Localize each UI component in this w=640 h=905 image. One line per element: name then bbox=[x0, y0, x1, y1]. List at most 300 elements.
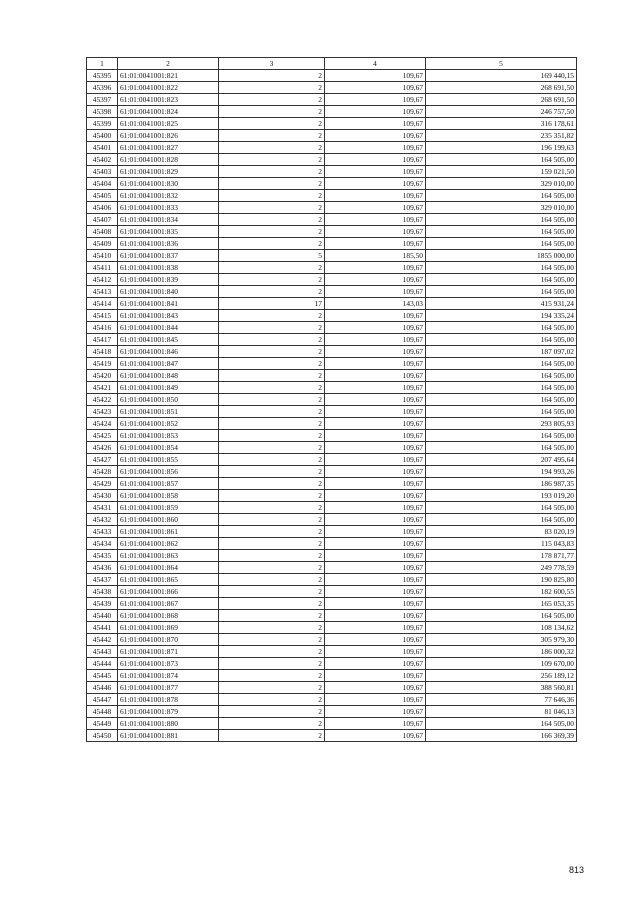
table-row bbox=[87, 706, 577, 718]
cadastral-number-cell: 61:01:0041001:829 bbox=[118, 166, 219, 178]
area-value-cell: 109,67 bbox=[325, 478, 426, 490]
row-number-cell: 45399 bbox=[87, 118, 118, 130]
area-value-cell: 109,67 bbox=[325, 550, 426, 562]
cadastral-value-cell: 164 505,00 bbox=[426, 226, 577, 238]
cadastral-number-cell: 61:01:0041001:838 bbox=[118, 262, 219, 274]
area-value-cell: 109,67 bbox=[325, 718, 426, 730]
cadastral-number-cell: 61:01:0041001:824 bbox=[118, 106, 219, 118]
row-number-cell: 45446 bbox=[87, 682, 118, 694]
rooms-count-cell: 2 bbox=[219, 622, 325, 634]
table-row bbox=[87, 382, 577, 394]
row-number-cell: 45416 bbox=[87, 322, 118, 334]
cadastral-value-cell: 194 993,26 bbox=[426, 466, 577, 478]
cadastral-number-cell: 61:01:0041001:874 bbox=[118, 670, 219, 682]
row-number-cell: 45406 bbox=[87, 202, 118, 214]
area-value-cell: 109,67 bbox=[325, 286, 426, 298]
area-value-cell: 109,67 bbox=[325, 658, 426, 670]
table-row bbox=[87, 598, 577, 610]
row-number-cell: 45402 bbox=[87, 154, 118, 166]
cadastral-value-cell: 164 505,00 bbox=[426, 286, 577, 298]
area-value-cell: 109,67 bbox=[325, 394, 426, 406]
area-value-cell: 109,67 bbox=[325, 454, 426, 466]
cadastral-number-cell: 61:01:0041001:855 bbox=[118, 454, 219, 466]
cadastral-value-cell: 193 019,20 bbox=[426, 490, 577, 502]
table-row bbox=[87, 94, 577, 106]
cadastral-value-cell: 235 351,82 bbox=[426, 130, 577, 142]
area-value-cell: 109,67 bbox=[325, 190, 426, 202]
rooms-count-cell: 2 bbox=[219, 670, 325, 682]
table-row bbox=[87, 166, 577, 178]
area-value-cell: 109,67 bbox=[325, 274, 426, 286]
column-header-4: 4 bbox=[325, 58, 426, 70]
rooms-count-cell: 2 bbox=[219, 730, 325, 742]
table-row bbox=[87, 502, 577, 514]
cadastral-value-cell: 196 199,63 bbox=[426, 142, 577, 154]
row-number-cell: 45407 bbox=[87, 214, 118, 226]
rooms-count-cell: 2 bbox=[219, 334, 325, 346]
table-row bbox=[87, 574, 577, 586]
area-value-cell: 109,67 bbox=[325, 526, 426, 538]
rooms-count-cell: 2 bbox=[219, 214, 325, 226]
area-value-cell: 109,67 bbox=[325, 226, 426, 238]
cadastral-value-cell: 164 505,00 bbox=[426, 238, 577, 250]
rooms-count-cell: 2 bbox=[219, 310, 325, 322]
rooms-count-cell: 2 bbox=[219, 550, 325, 562]
cadastral-number-cell: 61:01:0041001:870 bbox=[118, 634, 219, 646]
row-number-cell: 45436 bbox=[87, 562, 118, 574]
area-value-cell: 109,67 bbox=[325, 586, 426, 598]
area-value-cell: 109,67 bbox=[325, 154, 426, 166]
cadastral-value-cell: 164 505,00 bbox=[426, 358, 577, 370]
rooms-count-cell: 2 bbox=[219, 658, 325, 670]
row-number-cell: 45418 bbox=[87, 346, 118, 358]
cadastral-value-cell: 186 987,35 bbox=[426, 478, 577, 490]
cadastral-value-cell: 164 505,00 bbox=[426, 262, 577, 274]
table-row bbox=[87, 430, 577, 442]
row-number-cell: 45429 bbox=[87, 478, 118, 490]
column-header-1: 1 bbox=[87, 58, 118, 70]
table-row bbox=[87, 730, 577, 742]
table-row bbox=[87, 418, 577, 430]
cadastral-number-cell: 61:01:0041001:843 bbox=[118, 310, 219, 322]
row-number-cell: 45443 bbox=[87, 646, 118, 658]
rooms-count-cell: 2 bbox=[219, 166, 325, 178]
rooms-count-cell: 2 bbox=[219, 634, 325, 646]
cadastral-number-cell: 61:01:0041001:828 bbox=[118, 154, 219, 166]
row-number-cell: 45410 bbox=[87, 250, 118, 262]
table-row bbox=[87, 226, 577, 238]
rooms-count-cell: 2 bbox=[219, 130, 325, 142]
cadastral-value-cell: 190 825,80 bbox=[426, 574, 577, 586]
table-row bbox=[87, 346, 577, 358]
area-value-cell: 109,67 bbox=[325, 382, 426, 394]
cadastral-number-cell: 61:01:0041001:877 bbox=[118, 682, 219, 694]
column-header-5: 5 bbox=[426, 58, 577, 70]
cadastral-number-cell: 61:01:0041001:857 bbox=[118, 478, 219, 490]
row-number-cell: 45432 bbox=[87, 514, 118, 526]
table-row bbox=[87, 670, 577, 682]
rooms-count-cell: 2 bbox=[219, 406, 325, 418]
cadastral-number-cell: 61:01:0041001:854 bbox=[118, 442, 219, 454]
cadastral-value-cell: 305 979,30 bbox=[426, 634, 577, 646]
cadastral-number-cell: 61:01:0041001:861 bbox=[118, 526, 219, 538]
table-row bbox=[87, 562, 577, 574]
table-row bbox=[87, 514, 577, 526]
cadastral-value-cell: 246 757,50 bbox=[426, 106, 577, 118]
cadastral-value-cell: 388 560,81 bbox=[426, 682, 577, 694]
rooms-count-cell: 2 bbox=[219, 274, 325, 286]
rooms-count-cell: 2 bbox=[219, 142, 325, 154]
rooms-count-cell: 2 bbox=[219, 502, 325, 514]
row-number-cell: 45450 bbox=[87, 730, 118, 742]
area-value-cell: 109,67 bbox=[325, 262, 426, 274]
row-number-cell: 45448 bbox=[87, 706, 118, 718]
row-number-cell: 45431 bbox=[87, 502, 118, 514]
rooms-count-cell: 2 bbox=[219, 94, 325, 106]
cadastral-value-cell: 1855 000,00 bbox=[426, 250, 577, 262]
rooms-count-cell: 2 bbox=[219, 718, 325, 730]
table-row bbox=[87, 286, 577, 298]
cadastral-number-cell: 61:01:0041001:860 bbox=[118, 514, 219, 526]
row-number-cell: 45408 bbox=[87, 226, 118, 238]
cadastral-number-cell: 61:01:0041001:880 bbox=[118, 718, 219, 730]
table-row bbox=[87, 190, 577, 202]
table-row bbox=[87, 538, 577, 550]
table-row bbox=[87, 466, 577, 478]
area-value-cell: 109,67 bbox=[325, 178, 426, 190]
cadastral-number-cell: 61:01:0041001:868 bbox=[118, 610, 219, 622]
cadastral-number-cell: 61:01:0041001:863 bbox=[118, 550, 219, 562]
table-row bbox=[87, 274, 577, 286]
cadastral-number-cell: 61:01:0041001:837 bbox=[118, 250, 219, 262]
table-row bbox=[87, 250, 577, 262]
column-header-2: 2 bbox=[118, 58, 219, 70]
cadastral-value-cell: 164 505,00 bbox=[426, 322, 577, 334]
cadastral-value-cell: 415 931,24 bbox=[426, 298, 577, 310]
row-number-cell: 45411 bbox=[87, 262, 118, 274]
table-row bbox=[87, 646, 577, 658]
area-value-cell: 109,67 bbox=[325, 430, 426, 442]
row-number-cell: 45421 bbox=[87, 382, 118, 394]
area-value-cell: 109,67 bbox=[325, 442, 426, 454]
cadastral-number-cell: 61:01:0041001:821 bbox=[118, 70, 219, 82]
rooms-count-cell: 2 bbox=[219, 538, 325, 550]
cadastral-value-cell: 182 600,55 bbox=[426, 586, 577, 598]
table-row bbox=[87, 550, 577, 562]
area-value-cell: 109,67 bbox=[325, 490, 426, 502]
table-row bbox=[87, 634, 577, 646]
table-row bbox=[87, 70, 577, 82]
row-number-cell: 45445 bbox=[87, 670, 118, 682]
cadastral-number-cell: 61:01:0041001:834 bbox=[118, 214, 219, 226]
area-value-cell: 109,67 bbox=[325, 238, 426, 250]
row-number-cell: 45405 bbox=[87, 190, 118, 202]
rooms-count-cell: 2 bbox=[219, 526, 325, 538]
cadastral-number-cell: 61:01:0041001:853 bbox=[118, 430, 219, 442]
cadastral-value-cell: 268 691,50 bbox=[426, 82, 577, 94]
cadastral-number-cell: 61:01:0041001:830 bbox=[118, 178, 219, 190]
area-value-cell: 109,67 bbox=[325, 106, 426, 118]
area-value-cell: 109,67 bbox=[325, 202, 426, 214]
row-number-cell: 45438 bbox=[87, 586, 118, 598]
row-number-cell: 45428 bbox=[87, 466, 118, 478]
row-number-cell: 45420 bbox=[87, 370, 118, 382]
row-number-cell: 45419 bbox=[87, 358, 118, 370]
table-row bbox=[87, 358, 577, 370]
table-row bbox=[87, 82, 577, 94]
cadastral-value-cell: 164 505,00 bbox=[426, 190, 577, 202]
row-number-cell: 45417 bbox=[87, 334, 118, 346]
cadastral-number-cell: 61:01:0041001:858 bbox=[118, 490, 219, 502]
table-row bbox=[87, 214, 577, 226]
row-number-cell: 45433 bbox=[87, 526, 118, 538]
rooms-count-cell: 2 bbox=[219, 202, 325, 214]
table-row bbox=[87, 178, 577, 190]
cadastral-value-cell: 186 000,32 bbox=[426, 646, 577, 658]
cadastral-number-cell: 61:01:0041001:881 bbox=[118, 730, 219, 742]
rooms-count-cell: 2 bbox=[219, 370, 325, 382]
area-value-cell: 109,67 bbox=[325, 610, 426, 622]
area-value-cell: 109,67 bbox=[325, 94, 426, 106]
area-value-cell: 109,67 bbox=[325, 418, 426, 430]
cadastral-number-cell: 61:01:0041001:839 bbox=[118, 274, 219, 286]
cadastral-number-cell: 61:01:0041001:851 bbox=[118, 406, 219, 418]
row-number-cell: 45425 bbox=[87, 430, 118, 442]
cadastral-value-cell: 164 505,00 bbox=[426, 214, 577, 226]
cadastral-number-cell: 61:01:0041001:869 bbox=[118, 622, 219, 634]
area-value-cell: 109,67 bbox=[325, 646, 426, 658]
cadastral-number-cell: 61:01:0041001:844 bbox=[118, 322, 219, 334]
table-row bbox=[87, 718, 577, 730]
rooms-count-cell: 2 bbox=[219, 394, 325, 406]
page-number: 813 bbox=[568, 865, 584, 875]
cadastral-value-cell: 164 505,00 bbox=[426, 154, 577, 166]
cadastral-number-cell: 61:01:0041001:846 bbox=[118, 346, 219, 358]
area-value-cell: 109,67 bbox=[325, 358, 426, 370]
row-number-cell: 45435 bbox=[87, 550, 118, 562]
row-number-cell: 45415 bbox=[87, 310, 118, 322]
table-row bbox=[87, 202, 577, 214]
rooms-count-cell: 2 bbox=[219, 478, 325, 490]
area-value-cell: 109,67 bbox=[325, 730, 426, 742]
rooms-count-cell: 2 bbox=[219, 694, 325, 706]
rooms-count-cell: 2 bbox=[219, 82, 325, 94]
rooms-count-cell: 5 bbox=[219, 250, 325, 262]
cadastral-number-cell: 61:01:0041001:848 bbox=[118, 370, 219, 382]
area-value-cell: 109,67 bbox=[325, 622, 426, 634]
rooms-count-cell: 2 bbox=[219, 70, 325, 82]
row-number-cell: 45424 bbox=[87, 418, 118, 430]
cadastral-number-cell: 61:01:0041001:826 bbox=[118, 130, 219, 142]
cadastral-number-cell: 61:01:0041001:835 bbox=[118, 226, 219, 238]
row-number-cell: 45414 bbox=[87, 298, 118, 310]
area-value-cell: 109,67 bbox=[325, 334, 426, 346]
rooms-count-cell: 2 bbox=[219, 286, 325, 298]
rooms-count-cell: 2 bbox=[219, 562, 325, 574]
rooms-count-cell: 2 bbox=[219, 430, 325, 442]
row-number-cell: 45439 bbox=[87, 598, 118, 610]
row-number-cell: 45434 bbox=[87, 538, 118, 550]
row-number-cell: 45447 bbox=[87, 694, 118, 706]
area-value-cell: 109,67 bbox=[325, 562, 426, 574]
row-number-cell: 45396 bbox=[87, 82, 118, 94]
table-row bbox=[87, 370, 577, 382]
row-number-cell: 45442 bbox=[87, 634, 118, 646]
cadastral-number-cell: 61:01:0041001:849 bbox=[118, 382, 219, 394]
rooms-count-cell: 2 bbox=[219, 586, 325, 598]
table-row bbox=[87, 682, 577, 694]
cadastral-value-cell: 178 871,77 bbox=[426, 550, 577, 562]
cadastral-value-cell: 164 505,00 bbox=[426, 718, 577, 730]
table-row bbox=[87, 442, 577, 454]
table-row bbox=[87, 694, 577, 706]
cadastral-value-cell: 159 021,50 bbox=[426, 166, 577, 178]
cadastral-value-cell: 164 505,00 bbox=[426, 442, 577, 454]
cadastral-number-cell: 61:01:0041001:825 bbox=[118, 118, 219, 130]
cadastral-number-cell: 61:01:0041001:865 bbox=[118, 574, 219, 586]
area-value-cell: 109,67 bbox=[325, 142, 426, 154]
row-number-cell: 45395 bbox=[87, 70, 118, 82]
rooms-count-cell: 2 bbox=[219, 598, 325, 610]
table-row bbox=[87, 394, 577, 406]
cadastral-number-cell: 61:01:0041001:841 bbox=[118, 298, 219, 310]
row-number-cell: 45437 bbox=[87, 574, 118, 586]
area-value-cell: 109,67 bbox=[325, 406, 426, 418]
cadastral-value-cell: 256 189,12 bbox=[426, 670, 577, 682]
table-row bbox=[87, 310, 577, 322]
rooms-count-cell: 2 bbox=[219, 190, 325, 202]
cadastral-number-cell: 61:01:0041001:823 bbox=[118, 94, 219, 106]
cadastral-value-cell: 329 010,00 bbox=[426, 178, 577, 190]
table-row bbox=[87, 262, 577, 274]
table-row bbox=[87, 106, 577, 118]
rooms-count-cell: 2 bbox=[219, 358, 325, 370]
rooms-count-cell: 2 bbox=[219, 490, 325, 502]
cadastral-value-cell: 268 691,50 bbox=[426, 94, 577, 106]
cadastral-value-cell: 164 505,00 bbox=[426, 334, 577, 346]
cadastral-table bbox=[86, 57, 577, 742]
table-row bbox=[87, 406, 577, 418]
table-row bbox=[87, 130, 577, 142]
row-number-cell: 45397 bbox=[87, 94, 118, 106]
cadastral-value-cell: 293 805,93 bbox=[426, 418, 577, 430]
area-value-cell: 109,67 bbox=[325, 574, 426, 586]
area-value-cell: 109,67 bbox=[325, 70, 426, 82]
table-row bbox=[87, 490, 577, 502]
column-header-3: 3 bbox=[219, 58, 325, 70]
rooms-count-cell: 2 bbox=[219, 466, 325, 478]
area-value-cell: 109,67 bbox=[325, 694, 426, 706]
area-value-cell: 109,67 bbox=[325, 682, 426, 694]
rooms-count-cell: 2 bbox=[219, 514, 325, 526]
row-number-cell: 45412 bbox=[87, 274, 118, 286]
row-number-cell: 45426 bbox=[87, 442, 118, 454]
rooms-count-cell: 2 bbox=[219, 442, 325, 454]
area-value-cell: 109,67 bbox=[325, 634, 426, 646]
rooms-count-cell: 2 bbox=[219, 178, 325, 190]
cadastral-value-cell: 164 505,00 bbox=[426, 382, 577, 394]
cadastral-number-cell: 61:01:0041001:859 bbox=[118, 502, 219, 514]
cadastral-value-cell: 83 020,19 bbox=[426, 526, 577, 538]
cadastral-value-cell: 164 505,00 bbox=[426, 430, 577, 442]
cadastral-value-cell: 81 046,13 bbox=[426, 706, 577, 718]
row-number-cell: 45403 bbox=[87, 166, 118, 178]
cadastral-number-cell: 61:01:0041001:873 bbox=[118, 658, 219, 670]
cadastral-value-cell: 164 505,00 bbox=[426, 502, 577, 514]
cadastral-value-cell: 109 670,00 bbox=[426, 658, 577, 670]
rooms-count-cell: 2 bbox=[219, 118, 325, 130]
cadastral-value-cell: 77 646,36 bbox=[426, 694, 577, 706]
cadastral-value-cell: 164 505,00 bbox=[426, 274, 577, 286]
row-number-cell: 45423 bbox=[87, 406, 118, 418]
rooms-count-cell: 2 bbox=[219, 322, 325, 334]
area-value-cell: 109,67 bbox=[325, 118, 426, 130]
area-value-cell: 109,67 bbox=[325, 670, 426, 682]
cadastral-value-cell: 164 505,00 bbox=[426, 406, 577, 418]
area-value-cell: 109,67 bbox=[325, 310, 426, 322]
row-number-cell: 45430 bbox=[87, 490, 118, 502]
area-value-cell: 109,67 bbox=[325, 214, 426, 226]
table-row bbox=[87, 238, 577, 250]
area-value-cell: 109,67 bbox=[325, 130, 426, 142]
table-row bbox=[87, 478, 577, 490]
table-row bbox=[87, 154, 577, 166]
row-number-cell: 45409 bbox=[87, 238, 118, 250]
row-number-cell: 45422 bbox=[87, 394, 118, 406]
area-value-cell: 109,67 bbox=[325, 166, 426, 178]
area-value-cell: 109,67 bbox=[325, 466, 426, 478]
rooms-count-cell: 2 bbox=[219, 262, 325, 274]
cadastral-value-cell: 164 505,00 bbox=[426, 610, 577, 622]
table-body bbox=[87, 70, 577, 742]
cadastral-value-cell: 187 097,02 bbox=[426, 346, 577, 358]
area-value-cell: 109,67 bbox=[325, 706, 426, 718]
area-value-cell: 109,67 bbox=[325, 370, 426, 382]
table-row bbox=[87, 622, 577, 634]
cadastral-number-cell: 61:01:0041001:856 bbox=[118, 466, 219, 478]
cadastral-number-cell: 61:01:0041001:845 bbox=[118, 334, 219, 346]
cadastral-number-cell: 61:01:0041001:847 bbox=[118, 358, 219, 370]
cadastral-number-cell: 61:01:0041001:862 bbox=[118, 538, 219, 550]
area-value-cell: 109,67 bbox=[325, 502, 426, 514]
cadastral-value-cell: 115 043,83 bbox=[426, 538, 577, 550]
table-header-row bbox=[87, 58, 577, 70]
row-number-cell: 45449 bbox=[87, 718, 118, 730]
rooms-count-cell: 2 bbox=[219, 382, 325, 394]
area-value-cell: 109,67 bbox=[325, 598, 426, 610]
table-row bbox=[87, 118, 577, 130]
rooms-count-cell: 2 bbox=[219, 646, 325, 658]
rooms-count-cell: 2 bbox=[219, 226, 325, 238]
row-number-cell: 45400 bbox=[87, 130, 118, 142]
table-row bbox=[87, 526, 577, 538]
cadastral-number-cell: 61:01:0041001:864 bbox=[118, 562, 219, 574]
rooms-count-cell: 2 bbox=[219, 706, 325, 718]
row-number-cell: 45401 bbox=[87, 142, 118, 154]
row-number-cell: 45427 bbox=[87, 454, 118, 466]
table-row bbox=[87, 610, 577, 622]
row-number-cell: 45440 bbox=[87, 610, 118, 622]
table-row bbox=[87, 298, 577, 310]
cadastral-value-cell: 169 440,15 bbox=[426, 70, 577, 82]
table-row bbox=[87, 334, 577, 346]
cadastral-number-cell: 61:01:0041001:850 bbox=[118, 394, 219, 406]
row-number-cell: 45444 bbox=[87, 658, 118, 670]
cadastral-value-cell: 164 505,00 bbox=[426, 514, 577, 526]
cadastral-number-cell: 61:01:0041001:879 bbox=[118, 706, 219, 718]
cadastral-value-cell: 249 778,59 bbox=[426, 562, 577, 574]
area-value-cell: 109,67 bbox=[325, 538, 426, 550]
